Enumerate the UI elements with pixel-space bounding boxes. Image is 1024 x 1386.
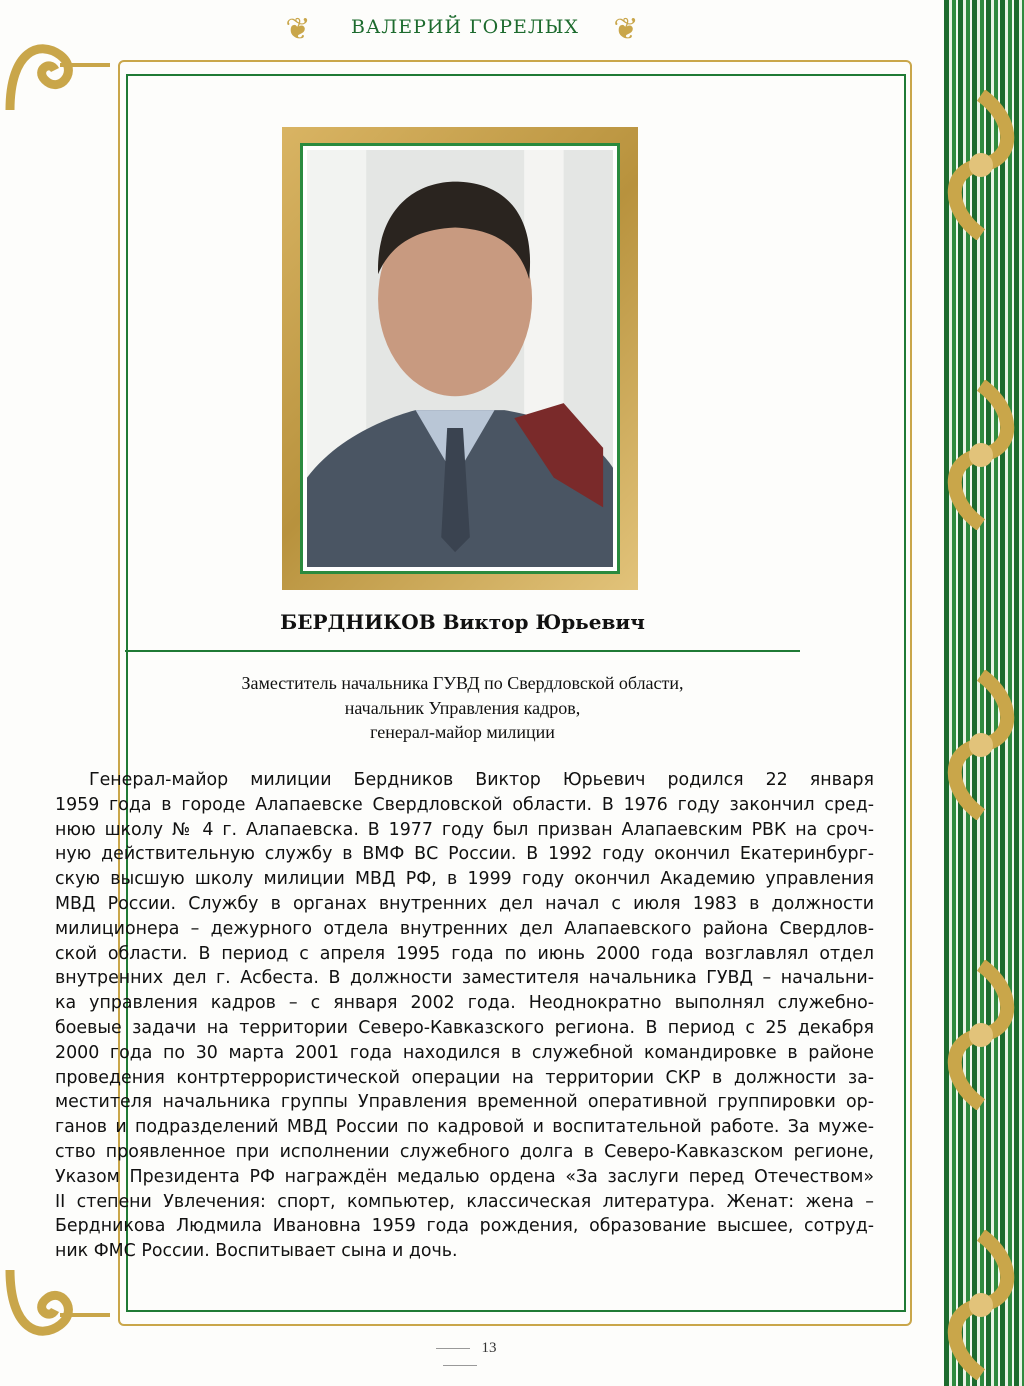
gold-ornament-icon bbox=[936, 90, 1024, 240]
header-ornament-icon: ❦ bbox=[613, 12, 639, 47]
biography-line: ство проявленное при исполнении служебного долга в Северо-Кавказском регионе, bbox=[55, 1141, 874, 1162]
biography-line: 1959 года в городе Алапаевске Свердловской области. В 1976 году закончил сред- bbox=[55, 794, 874, 815]
biography-line: скую высшую школу милиции МВД РФ, в 1999 году окончил Академию управления bbox=[55, 869, 874, 890]
header-ornament-icon: ❦ bbox=[285, 12, 311, 47]
biography-line: МВД России. Службу в органах внутренних дел начал с июля 1983 в должности bbox=[55, 893, 874, 914]
biography-line: 2000 года по 30 марта 2001 года находился в служебной командировке в районе bbox=[55, 1042, 874, 1063]
gold-ornament-icon bbox=[936, 670, 1024, 820]
biography-line: Генерал-майор милиции Бердников Виктор Юрьевич родился 22 января bbox=[89, 770, 874, 790]
gold-ornament-icon bbox=[936, 1230, 1024, 1380]
biography-line: Указом Президента РФ награждён медалью ордена «За заслуги перед Отечеством» bbox=[55, 1166, 874, 1187]
position-line: начальник Управления кадров, bbox=[344, 697, 581, 718]
running-header: ВАЛЕРИЙ ГОРЕЛЫХ bbox=[351, 16, 579, 38]
biography-line: внутренних дел г. Асбеста. В должности заместителя начальника ГУВД – начальни- bbox=[55, 968, 874, 989]
biography-line: местителя начальника группы Управления временной оперативной группировки ор- bbox=[55, 1092, 874, 1113]
biography-line: проведения контртеррористической операции на территории СКР в должности за- bbox=[55, 1067, 874, 1088]
biography-line: ской области. В период с апреля 1995 года по июнь 2000 года возглавлял отдел bbox=[55, 943, 874, 964]
biography-text bbox=[55, 768, 874, 1264]
portrait-frame bbox=[282, 127, 638, 590]
person-name: БЕРДНИКОВ Виктор Юрьевич bbox=[280, 610, 645, 634]
gold-ornament-icon bbox=[936, 380, 1024, 530]
biography-line: нюю школу № 4 г. Алапаевска. В 1977 году был призван Алапаевским РВК на сроч- bbox=[55, 819, 874, 840]
biography-line: ка управления кадров – с января 2002 года. Неоднократно выполнял служебно- bbox=[55, 993, 874, 1014]
page-number: 13 bbox=[400, 1340, 520, 1374]
biography-line: боевые задачи на территории Северо-Кавказского региона. В период с 25 декабря bbox=[55, 1017, 874, 1038]
biography-line: милиционера – дежурного отдела внутренних дел Алапаевского района Свердлов- bbox=[55, 918, 874, 939]
biography-line: II степени Увлечения: спорт, компьютер, классическая литература. Женат: жена – bbox=[55, 1191, 874, 1212]
biography-line: ную действительную службу в ВМФ ВС России. В 1992 году окончил Екатеринбург- bbox=[55, 844, 874, 865]
biography-line: ник ФМС России. Воспитывает сына и дочь. bbox=[55, 1241, 458, 1262]
portrait-photo bbox=[307, 150, 613, 567]
biography-line: ганов и подразделений МВД России по кадровой и воспитательной работе. За муже- bbox=[55, 1117, 874, 1138]
position-line: генерал-майор милиции bbox=[370, 722, 555, 742]
position-line: Заместитель начальника ГУВД по Свердловской области, bbox=[241, 673, 684, 693]
biography-line: Бердникова Людмила Ивановна 1959 года рождения, образование высшее, сотруд- bbox=[55, 1216, 874, 1237]
person-position bbox=[125, 671, 800, 745]
name-divider bbox=[125, 650, 800, 652]
gold-ornament-icon bbox=[936, 960, 1024, 1110]
corner-scroll-ornament-icon bbox=[0, 1250, 110, 1360]
